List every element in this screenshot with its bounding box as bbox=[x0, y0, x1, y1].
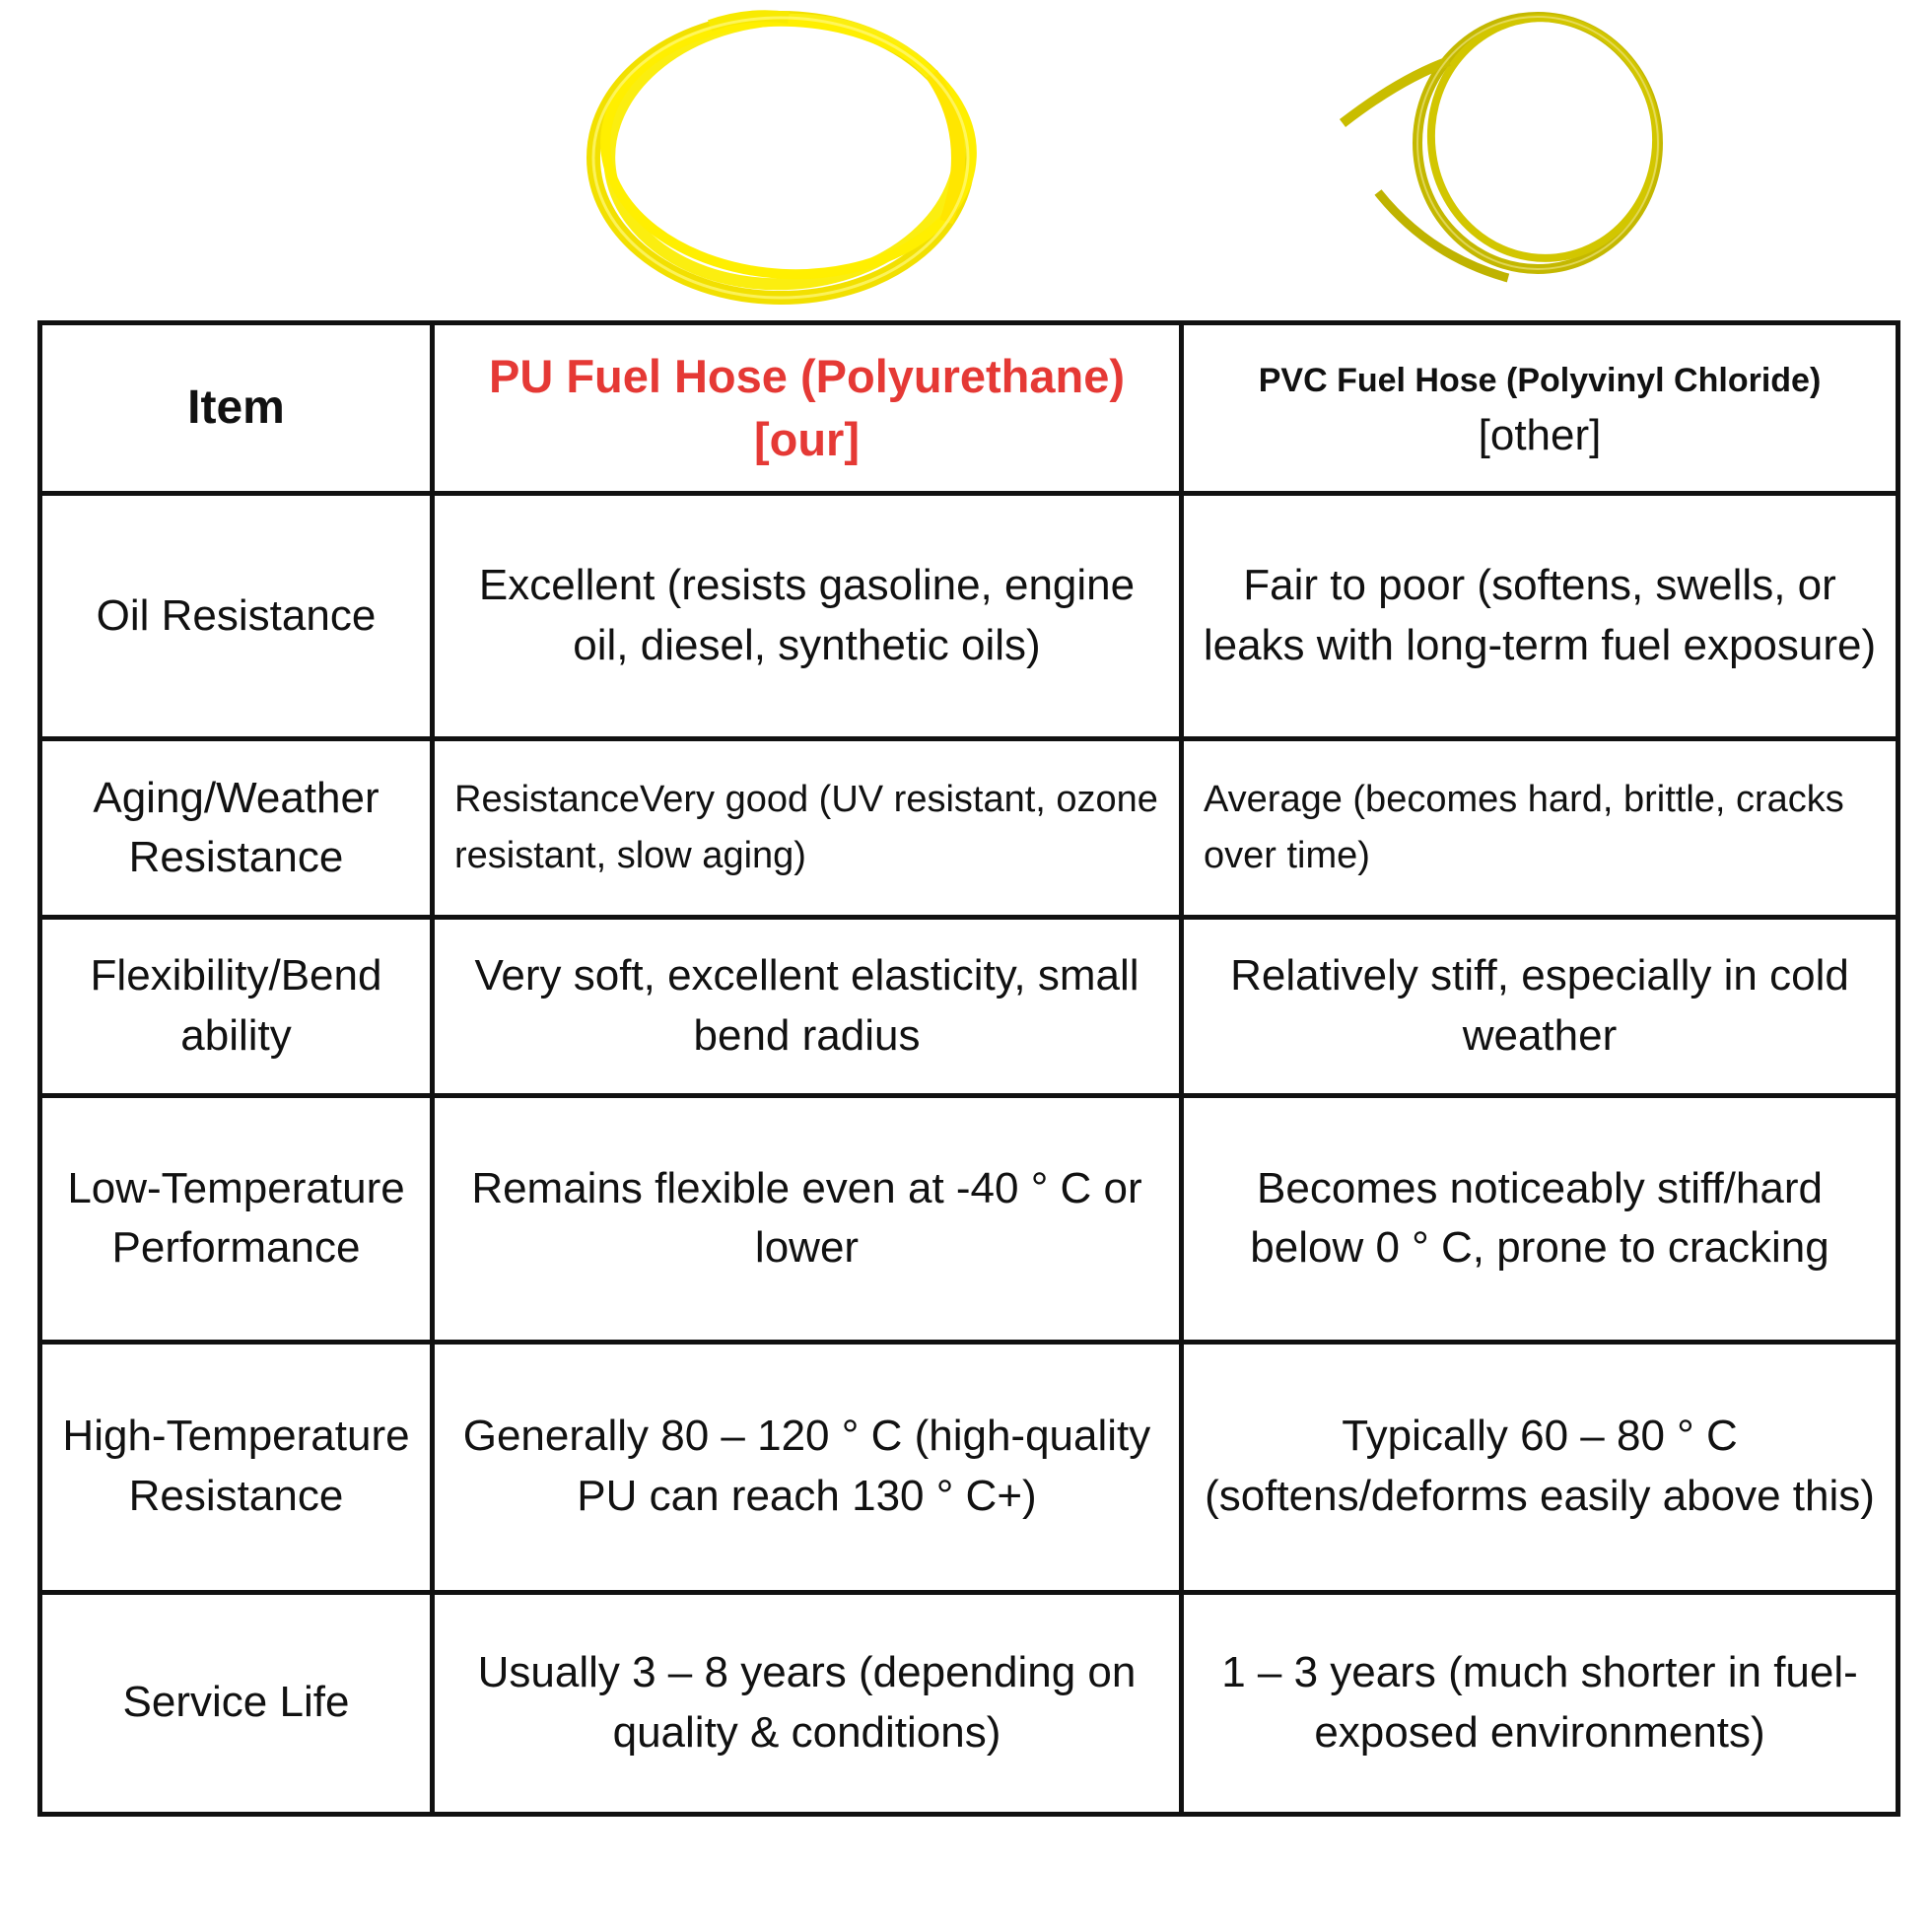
pvc-hose-image bbox=[1343, 7, 1668, 278]
header-pvc bbox=[1182, 323, 1898, 494]
header-item: Item bbox=[40, 323, 433, 494]
row-pu-value: Very soft, excellent elasticity, small bend radius bbox=[433, 918, 1182, 1096]
row-item-label: Oil Resistance bbox=[40, 493, 433, 739]
row-item-label: Aging/Weather Resistance bbox=[40, 739, 433, 918]
row-item-label: Service Life bbox=[40, 1592, 433, 1814]
row-pu-value: Excellent (resists gasoline, engine oil, diesel, synthetic oils) bbox=[433, 493, 1182, 739]
comparison-table bbox=[37, 320, 1900, 1817]
row-pu-value: Generally 80 – 120 ° C (high-quality PU can reach 130 ° C+) bbox=[433, 1342, 1182, 1592]
row-pvc-value: Relatively stiff, especially in cold weather bbox=[1182, 918, 1898, 1096]
header-pvc-tag: [other] bbox=[1478, 410, 1602, 459]
header-pu-tag: [our] bbox=[753, 412, 860, 465]
row-pvc-value: Average (becomes hard, brittle, cracks over time) bbox=[1182, 739, 1898, 918]
row-item-label: Flexibility/Bend ability bbox=[40, 918, 433, 1096]
pu-hose-image bbox=[593, 8, 978, 298]
row-item-label: High-Temperature Resistance bbox=[40, 1342, 433, 1592]
header-pvc-title: PVC Fuel Hose (Polyvinyl Chloride) bbox=[1258, 362, 1822, 400]
row-item-label: Low-Temperature Performance bbox=[40, 1095, 433, 1342]
row-pu-value: Remains flexible even at -40 ° C or lower bbox=[433, 1095, 1182, 1342]
table-row bbox=[40, 739, 1898, 918]
row-pvc-value: Fair to poor (softens, swells, or leaks with long-term fuel exposure) bbox=[1182, 493, 1898, 739]
row-pvc-value: Typically 60 – 80 ° C (softens/deforms easily above this) bbox=[1182, 1342, 1898, 1592]
table-header-row bbox=[40, 323, 1898, 494]
row-pvc-value: Becomes noticeably stiff/hard below 0 ° C, prone to cracking bbox=[1182, 1095, 1898, 1342]
table-row bbox=[40, 1592, 1898, 1814]
table-row bbox=[40, 1342, 1898, 1592]
hose-images bbox=[0, 0, 1932, 315]
table-row bbox=[40, 918, 1898, 1096]
table-row bbox=[40, 1095, 1898, 1342]
row-pu-value: Usually 3 – 8 years (depending on quality & conditions) bbox=[433, 1592, 1182, 1814]
header-pu-title: PU Fuel Hose (Polyurethane) bbox=[488, 350, 1126, 403]
hose-images-svg bbox=[0, 0, 1932, 315]
header-pu bbox=[433, 323, 1182, 494]
row-pvc-value: 1 – 3 years (much shorter in fuel-exposed environments) bbox=[1182, 1592, 1898, 1814]
row-pu-value: ResistanceVery good (UV resistant, ozone resistant, slow aging) bbox=[433, 739, 1182, 918]
table-row bbox=[40, 493, 1898, 739]
